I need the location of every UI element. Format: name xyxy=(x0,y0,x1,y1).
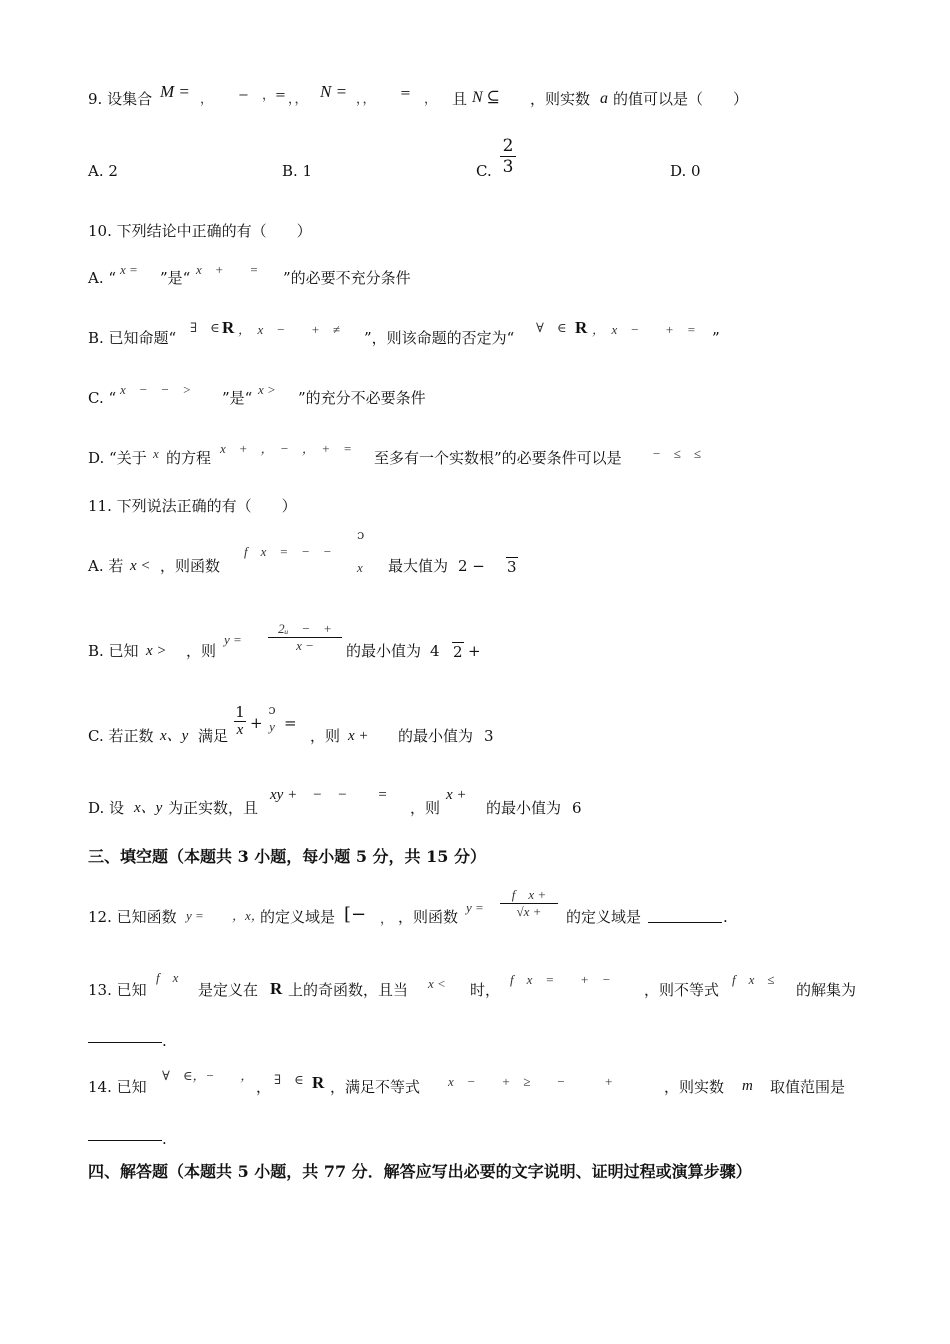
q11-c-text: 的最小值为 xyxy=(398,727,474,745)
q14-period: . xyxy=(162,1130,167,1148)
q14-text: 取值范围是 xyxy=(770,1078,846,1096)
q9-var-a: a xyxy=(600,90,608,107)
q10-c-math: x − − > xyxy=(120,382,192,397)
q11-d-math: xy + − − = xyxy=(270,787,388,803)
q11-b-math: 4 xyxy=(430,642,440,660)
q10-option-d: D. “关于 xyxy=(88,449,147,467)
section-4-heading: 四、解答题（本题共 5 小题，共 77 分．解答应写出必要的文字说明、证明过程或演算步骤） xyxy=(88,1162,752,1181)
q10-b-math: ∀ ∈ xyxy=(536,320,567,335)
q9-m-fragment: ， xyxy=(200,92,214,107)
q10-c-text: ”的充分不必要条件 xyxy=(298,389,426,407)
q13-math: f x ≤ xyxy=(732,972,775,987)
q11-c-fraction-2 xyxy=(266,703,278,735)
q14-text: ，则实数 xyxy=(664,1078,725,1096)
q11-c-equals: = xyxy=(284,714,297,732)
q11-c-value: 3 xyxy=(484,727,494,745)
q10-d-math: x + ， − ， + = xyxy=(220,441,352,456)
q11-d-text: 的最小值为 xyxy=(486,799,562,817)
q13-math: f x = + − xyxy=(510,972,611,987)
q10-c-text: ”是“ xyxy=(222,389,253,407)
q11-c-plus: + xyxy=(250,714,263,732)
q14-math: x − + ≥ − + xyxy=(448,1074,613,1089)
fraction-denominator: x xyxy=(236,722,244,738)
q9-option-c-fraction xyxy=(500,136,516,177)
fraction-denominator: y xyxy=(269,719,275,734)
q12-text: ，则函数 xyxy=(398,908,459,926)
q9-n-close: ， xyxy=(424,92,438,107)
q12-text: 的定义域是 xyxy=(260,908,336,926)
q10-b-math: ， x − + ≠ xyxy=(238,322,340,337)
q11-c-fraction-1 xyxy=(234,703,246,739)
q11-option-c: C. 若正数 xyxy=(88,727,154,745)
q9-text: 的值可以是（ ） xyxy=(613,90,749,108)
q10-option-a: A. “ xyxy=(88,269,117,287)
q9-set-n: N = xyxy=(320,82,348,101)
q11-b-math: y = xyxy=(224,632,242,647)
q12-math: y = xyxy=(466,900,484,915)
q11-c-text: 满足 xyxy=(198,727,229,745)
q10-b-reals: R xyxy=(222,318,235,337)
q13-text: 13. 已知 xyxy=(88,981,147,999)
fraction-denominator: √x + xyxy=(516,904,542,919)
q10-option-b: B. 已知命题“ xyxy=(88,329,177,347)
fraction-numerator: ɔ xyxy=(268,703,276,718)
q14-math: ∃ ∈ xyxy=(274,1072,304,1087)
q13-text: 是定义在 xyxy=(198,981,259,999)
q14-reals: R xyxy=(312,1073,325,1092)
q13-math: x < xyxy=(428,976,446,991)
q9-m-fragment: ，= xyxy=(262,88,286,103)
q14-text: ， xyxy=(256,1078,272,1096)
q11-a-math: f x = − − xyxy=(244,544,332,559)
section-3-heading: 三、填空题（本题共 3 小题，每小题 5 分，共 15 分） xyxy=(88,847,486,866)
q12-text: 的定义域是 xyxy=(566,908,642,926)
q11-b-math: + xyxy=(468,642,481,660)
q9-n-fragment: = xyxy=(400,86,411,101)
q10-b-text: ” xyxy=(712,329,720,347)
q10-a-text: ”是“ xyxy=(160,269,191,287)
q11-option-d: D. 设 xyxy=(88,799,125,817)
q12-answer-blank[interactable] xyxy=(648,908,722,927)
q13-text: ，则不等式 xyxy=(644,981,720,999)
q14-var-m: m xyxy=(742,1078,753,1094)
q14-text: 14. 已知 xyxy=(88,1078,147,1096)
q11-a-text: ，则函数 xyxy=(160,557,221,575)
q12-math: [− xyxy=(344,904,367,925)
q11-d-vars: x、y xyxy=(134,800,163,816)
q10-d-math: − ≤ ≤ xyxy=(652,446,702,461)
q11-c-vars: x、y xyxy=(160,728,189,744)
q12-math: y = xyxy=(186,908,204,923)
q12-text: 12. 已知函数 xyxy=(88,908,177,926)
q13-reals: R xyxy=(270,979,283,998)
q10-b-text: ”，则该命题的否定为“ xyxy=(364,329,515,347)
fraction-numerator: 1 xyxy=(235,703,245,721)
q9-stem: 9. 设集合 xyxy=(88,90,153,108)
q11-b-fraction xyxy=(268,618,342,654)
q10-b-math: ∃ ∈ xyxy=(190,320,220,335)
q11-c-text: ，则 xyxy=(310,727,341,745)
fraction-denominator: x − xyxy=(296,638,314,653)
q11-a-math: 2 − xyxy=(458,557,485,575)
q9-text: ，则实数 xyxy=(530,90,591,108)
q11-stem: 11. 下列说法正确的有（ ） xyxy=(88,497,297,515)
q14-answer-blank[interactable] xyxy=(88,1126,162,1145)
q9-subset: N ⊆ xyxy=(472,89,501,106)
q11-a-sqrt: 3 xyxy=(507,558,517,576)
q14-text: ，满足不等式 xyxy=(330,1078,421,1096)
q10-d-text: 的方程 xyxy=(166,449,212,467)
q13-text: 时， xyxy=(470,981,501,999)
q11-b-math: x > xyxy=(146,643,167,659)
q13-answer-blank[interactable] xyxy=(88,1028,162,1047)
q13-period: . xyxy=(162,1032,167,1050)
q9-m-fragment: − xyxy=(238,88,249,103)
q10-b-reals: R xyxy=(575,318,588,337)
q11-d-text: 为正实数，且 xyxy=(168,799,259,817)
q11-a-text: 最大值为 xyxy=(388,557,449,575)
q9-set-m: M = xyxy=(160,82,190,101)
q13-text: 的解集为 xyxy=(796,981,857,999)
q11-c-math: x + xyxy=(348,728,369,744)
q10-a-math: x + = xyxy=(196,262,259,277)
q10-a-text: ”的必要不充分条件 xyxy=(283,269,411,287)
q12-fraction xyxy=(500,884,558,920)
q10-c-math: x > xyxy=(258,382,276,397)
q10-d-text: 至多有一个实数根”的必要条件可以是 xyxy=(374,449,622,467)
q13-text: 上的奇函数，且当 xyxy=(288,981,409,999)
q14-math: ∀ ∈，− ， xyxy=(162,1068,254,1083)
q11-b-text: 的最小值为 xyxy=(346,642,422,660)
q11-a-math: x xyxy=(357,560,363,575)
q9-option-b: B. 1 xyxy=(282,162,313,180)
q11-a-math: ɔ xyxy=(357,528,365,543)
q9-option-a: A. 2 xyxy=(88,162,118,180)
q11-d-math: x + xyxy=(446,787,467,803)
q11-d-text: ，则 xyxy=(410,799,441,817)
q11-option-a: A. 若 xyxy=(88,557,124,575)
q10-stem: 10. 下列结论中正确的有（ ） xyxy=(88,222,312,240)
q10-a-math: x = xyxy=(120,262,138,277)
q11-option-b: B. 已知 xyxy=(88,642,139,660)
fraction-denominator: 3 xyxy=(502,157,514,177)
q11-b-text: ，则 xyxy=(186,642,217,660)
q10-b-math: ， x − + = xyxy=(592,322,696,337)
fraction-numerator: f x + xyxy=(511,887,547,902)
q10-option-c: C. “ xyxy=(88,389,117,407)
q13-math: f x xyxy=(156,970,179,985)
q11-d-value: 6 xyxy=(572,799,582,817)
q9-option-c: C. xyxy=(476,162,492,180)
q11-a-math: x < xyxy=(130,558,151,574)
fraction-numerator: 2ᵤ − + xyxy=(278,621,332,636)
q9-text: 且 xyxy=(452,90,468,108)
q12-period: . xyxy=(723,908,728,926)
q9-m-close: ，， xyxy=(288,92,308,107)
q9-n-fragment: ，， xyxy=(356,92,376,107)
q11-b-sqrt: 2 xyxy=(453,643,463,661)
q10-d-math: x xyxy=(153,446,159,461)
q12-math: ，x， xyxy=(232,908,264,923)
q12-math: ， xyxy=(380,912,394,927)
q9-option-d: D. 0 xyxy=(670,162,701,180)
fraction-numerator: 2 xyxy=(502,136,514,156)
